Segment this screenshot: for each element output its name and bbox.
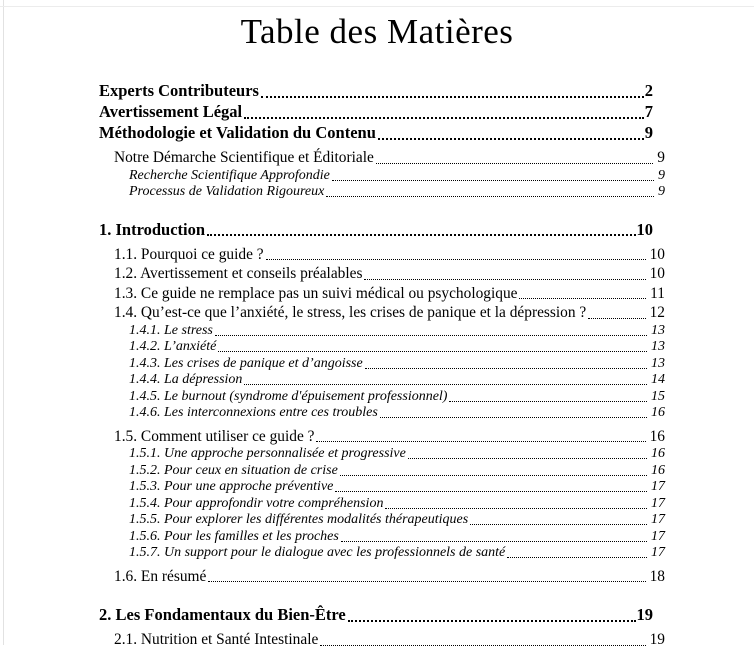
toc-page-number: 10 — [636, 219, 653, 239]
toc-entry[interactable] — [99, 219, 665, 240]
toc-entry[interactable] — [99, 604, 665, 625]
toc-entry[interactable] — [99, 356, 665, 373]
toc-entry-label: 1.6. En résumé — [114, 567, 207, 585]
toc-page-number: 9 — [644, 123, 653, 142]
toc-entry-label: 2.1. Nutrition et Santé Intestinale — [114, 631, 319, 648]
toc-page-number: 2 — [644, 81, 653, 100]
toc-page-number: 7 — [644, 102, 653, 121]
toc-entry-label: Notre Démarche Scientifique et Éditoriale — [114, 149, 374, 166]
toc-entry-label: 1.5.6. Pour les familles et les proches — [129, 528, 339, 544]
toc-page-number: 17 — [651, 512, 665, 527]
toc-entry-label: Recherche Scientifique Approfondie — [129, 167, 330, 183]
toc-entry[interactable] — [99, 101, 665, 122]
toc-dot-leader — [519, 298, 646, 299]
toc-page-number: 15 — [651, 388, 665, 404]
toc-dot-leader — [266, 259, 646, 260]
toc-entry-label: 1.4. Qu’est-ce que l’anxiété, le stress, les crises de panique et la dépression ? — [114, 304, 587, 321]
toc-entry-label: 1.4.4. La dépression — [129, 372, 243, 387]
toc-page-number: 10 — [649, 265, 665, 282]
toc-dot-leader — [588, 318, 645, 319]
toc-entry-label: Processus de Validation Rigoureux — [129, 184, 325, 199]
toc-entry-label: 1.5.5. Pour explorer les différentes modalités thérapeutiques — [129, 512, 469, 527]
toc-page-number: 17 — [651, 528, 665, 544]
toc-page-number: 14 — [651, 372, 665, 387]
toc-entry[interactable] — [99, 479, 665, 496]
toc-entry[interactable] — [99, 339, 665, 356]
toc-entry-label: 1.3. Ce guide ne remplace pas un suivi médical ou psychologique — [114, 284, 518, 302]
toc-entry[interactable] — [99, 512, 665, 529]
toc-page-number: 19 — [636, 605, 653, 624]
toc-dot-leader — [218, 351, 647, 352]
toc-page-number: 16 — [649, 427, 665, 445]
toc-entry[interactable] — [99, 567, 665, 587]
toc-entry[interactable] — [99, 148, 665, 168]
toc-dot-leader — [261, 96, 644, 98]
toc-page-number: 13 — [651, 339, 665, 354]
toc-dot-leader — [335, 491, 647, 492]
toc-entry-label: 2. Les Fondamentaux du Bien-Être — [99, 605, 346, 624]
toc-entry[interactable] — [99, 245, 665, 265]
toc-entry[interactable] — [99, 630, 665, 650]
toc-dot-leader — [376, 163, 653, 164]
toc-entry[interactable] — [99, 389, 665, 406]
toc-entry-label: 1.4.5. Le burnout (syndrome d'épuisement professionnel) — [129, 388, 448, 404]
toc-entry[interactable] — [99, 264, 665, 284]
toc-page-number: 10 — [649, 245, 665, 263]
toc-entry-label: 1. Introduction — [99, 219, 206, 239]
page-top-edge — [0, 6, 754, 7]
toc-page-number: 19 — [649, 631, 665, 648]
toc-page-number: 13 — [651, 355, 665, 371]
toc-entry-label: 1.5.2. Pour ceux en situation de crise — [129, 462, 338, 478]
toc-page-number: 12 — [649, 304, 665, 321]
toc-page-number: 17 — [651, 545, 665, 560]
toc-entry[interactable] — [99, 122, 665, 143]
toc-page-number: 17 — [651, 495, 665, 511]
toc-entry-label: 1.4.1. Le stress — [129, 322, 213, 338]
toc-page-number: 16 — [651, 405, 665, 420]
document-title: Table des Matières — [240, 12, 514, 51]
toc-page-number: 18 — [649, 567, 665, 585]
toc-dot-leader — [385, 508, 647, 509]
toc-dot-leader — [507, 557, 647, 558]
toc-dot-leader — [208, 581, 645, 582]
toc-page-number: 16 — [651, 462, 665, 478]
toc-entry[interactable] — [99, 80, 665, 101]
toc-entry[interactable] — [99, 446, 665, 463]
toc-entry-label: Experts Contributeurs — [99, 81, 259, 100]
toc-page-number: 16 — [651, 446, 665, 461]
toc-page-number: 9 — [657, 149, 665, 166]
toc-entry[interactable] — [99, 529, 665, 546]
toc-dot-leader — [348, 620, 636, 622]
toc-entry[interactable] — [99, 284, 665, 304]
toc-dot-leader — [449, 401, 647, 402]
toc-entry-label: Méthodologie et Validation du Contenu — [99, 123, 376, 142]
toc-page-number: 9 — [658, 184, 665, 199]
toc-dot-leader — [332, 180, 654, 181]
toc-entry[interactable] — [99, 184, 665, 201]
toc-entry-label: 1.1. Pourquoi ce guide ? — [114, 245, 264, 263]
toc-entry-label: 1.4.3. Les crises de panique et d’angoisse — [129, 355, 363, 371]
toc-entry-label: 1.2. Avertissement et conseils préalables — [114, 265, 363, 282]
toc-entry[interactable] — [99, 496, 665, 513]
toc-entry[interactable] — [99, 463, 665, 480]
table-of-contents — [99, 80, 665, 650]
toc-dot-leader — [470, 524, 647, 525]
page-left-edge — [3, 0, 4, 645]
toc-dot-leader — [316, 441, 645, 442]
toc-entry-label: 1.5.7. Un support pour le dialogue avec les professionnels de santé — [129, 545, 506, 560]
toc-entry[interactable] — [99, 545, 665, 562]
toc-dot-leader — [326, 196, 654, 197]
toc-entry-label: Avertissement Légal — [99, 102, 243, 121]
toc-entry-label: 1.4.2. L’anxiété — [129, 339, 217, 354]
toc-dot-leader — [341, 541, 647, 542]
toc-dot-leader — [340, 475, 647, 476]
toc-dot-leader — [378, 138, 644, 140]
toc-dot-leader — [215, 335, 647, 336]
toc-dot-leader — [380, 417, 647, 418]
toc-page-number: 9 — [658, 167, 665, 183]
toc-entry-label: 1.5. Comment utiliser ce guide ? — [114, 427, 315, 445]
toc-dot-leader — [408, 458, 647, 459]
toc-dot-leader — [365, 368, 647, 369]
toc-entry-label: 1.4.6. Les interconnexions entre ces troubles — [129, 405, 378, 420]
toc-entry[interactable] — [99, 405, 665, 422]
toc-page-number: 13 — [651, 322, 665, 338]
toc-entry-label: 1.5.3. Pour une approche préventive — [129, 479, 334, 494]
toc-entry[interactable] — [99, 323, 665, 340]
toc-entry-label: 1.5.1. Une approche personnalisée et progressive — [129, 446, 406, 461]
toc-dot-leader — [207, 234, 635, 236]
toc-dot-leader — [364, 279, 645, 280]
toc-page-number: 11 — [650, 284, 665, 302]
toc-entry-label: 1.5.4. Pour approfondir votre compréhension — [129, 495, 384, 511]
toc-page-number: 17 — [651, 479, 665, 494]
toc-entry[interactable] — [99, 372, 665, 389]
toc-dot-leader — [244, 117, 644, 119]
toc-entry[interactable] — [99, 168, 665, 185]
toc-entry[interactable] — [99, 427, 665, 447]
toc-dot-leader — [244, 384, 647, 385]
toc-entry[interactable] — [99, 303, 665, 323]
